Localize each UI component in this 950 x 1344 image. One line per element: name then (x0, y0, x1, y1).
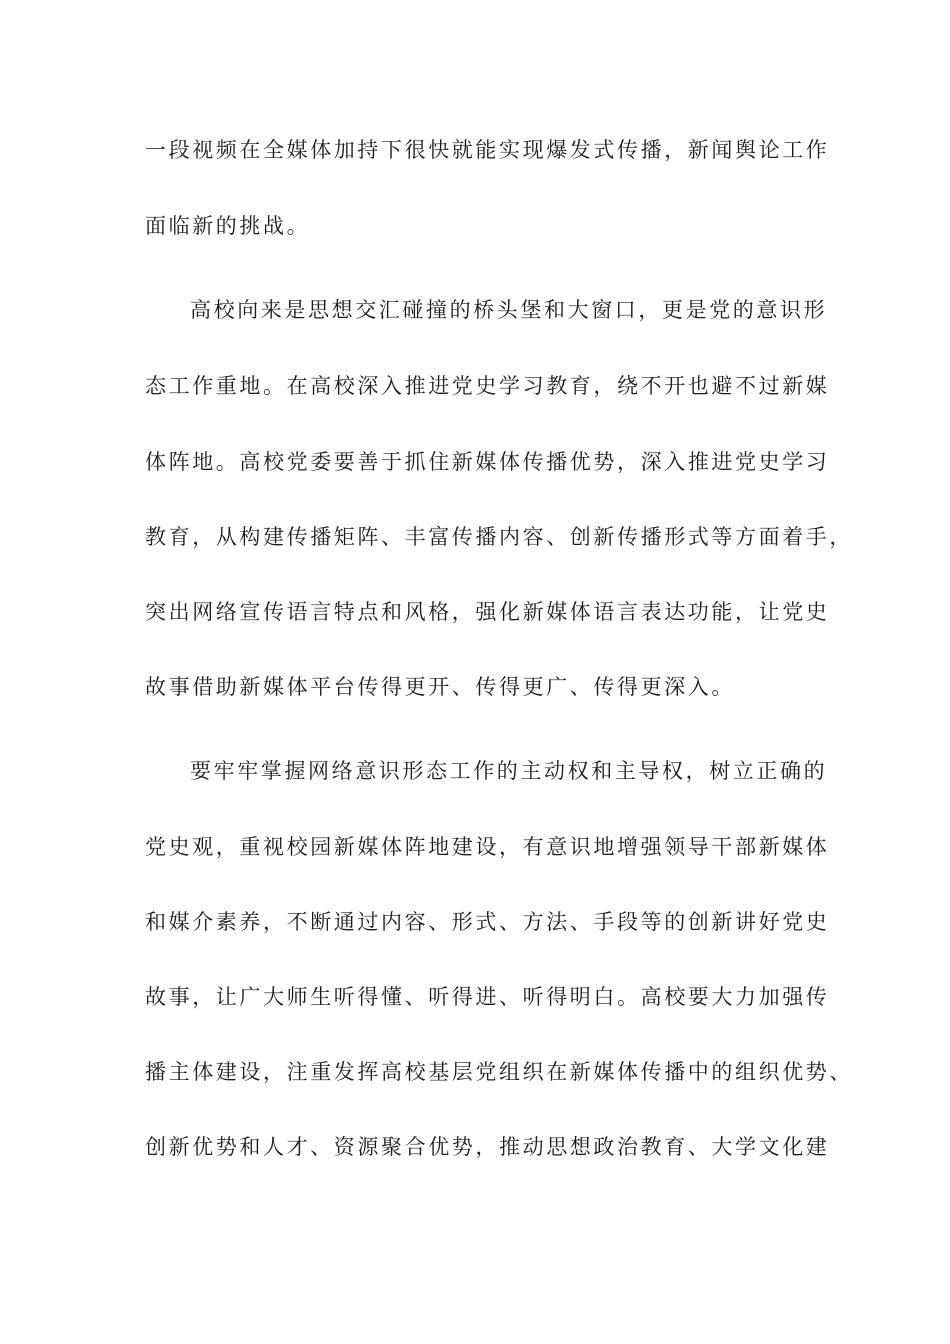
text-line: 创新优势和人才、资源聚合优势，推动思想政治教育、大学文化建 (145, 1135, 830, 1159)
text-line: 故事，让广大师生听得懂、听得进、听得明白。高校要大力加强传 (145, 985, 830, 1009)
text-line: 体阵地。高校党委要善于抓住新媒体传播优势，深入推进党史学习 (145, 450, 830, 474)
text-line: 教育，从构建传播矩阵、丰富传播内容、创新传播形式等方面着手， (145, 525, 853, 549)
text-line: 播主体建设，注重发挥高校基层党组织在新媒体传播中的组织优势、 (145, 1060, 853, 1084)
paragraph-start-line: 高校向来是思想交汇碰撞的桥头堡和大窗口，更是党的意识形 (190, 298, 828, 322)
text-line: 态工作重地。在高校深入推进党史学习教育，绕不开也避不过新媒 (145, 374, 830, 398)
text-line: 一段视频在全媒体加持下很快就能实现爆发式传播，新闻舆论工作 (145, 138, 830, 162)
text-line: 突出网络宣传语言特点和风格，强化新媒体语言表达功能，让党史 (145, 600, 830, 624)
text-line: 和媒介素养，不断通过内容、形式、方法、手段等的创新讲好党史 (145, 910, 830, 934)
text-line: 党史观，重视校园新媒体阵地建设，有意识地增强领导干部新媒体 (145, 835, 830, 859)
text-line: 面临新的挑战。 (145, 214, 311, 238)
text-line: 故事借助新媒体平台传得更开、传得更广、传得更深入。 (145, 675, 735, 699)
paragraph-start-line: 要牢牢掌握网络意识形态工作的主动权和主导权，树立正确的 (190, 759, 828, 783)
